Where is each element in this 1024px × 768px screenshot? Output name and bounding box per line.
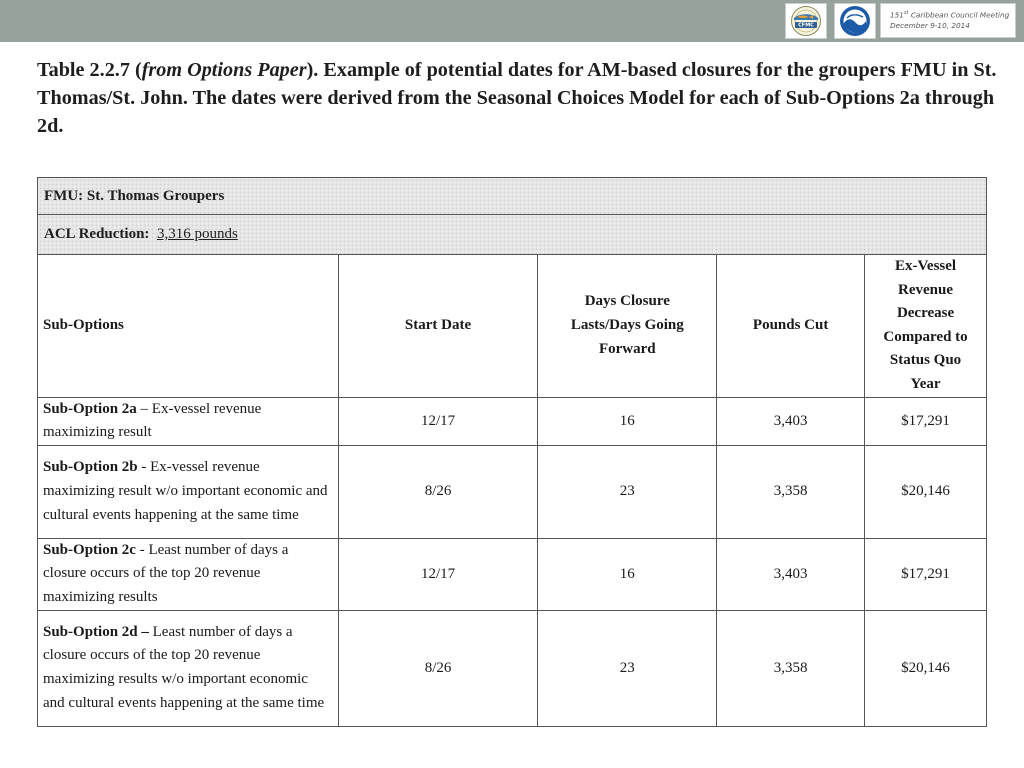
col-header-start-date: Start Date: [338, 255, 538, 398]
pounds-cell: 3,358: [717, 610, 865, 726]
revenue-header-line: Year: [910, 375, 941, 392]
noaa-logo-label: NOAA: [849, 11, 861, 16]
start-date-cell: 8/26: [338, 610, 538, 726]
days-header-line: Lasts/Days Going: [570, 316, 684, 333]
start-date-cell: 8/26: [338, 445, 538, 538]
fmu-label: FMU: St. Thomas Groupers: [44, 187, 225, 204]
revenue-cell: $20,146: [865, 445, 987, 538]
sub-option-desc: - Least number of days a closure occurs of the top 20 revenue maximizing results: [43, 541, 289, 605]
table-row: [38, 397, 987, 445]
cfmc-logo-icon: [786, 4, 826, 38]
days-header-line: Forward: [598, 340, 656, 357]
col-header-days-closure: [538, 255, 717, 398]
acl-label: ACL Reduction:: [44, 226, 150, 242]
cfmc-logo: [785, 3, 827, 39]
sub-option-cell: [38, 538, 339, 610]
fmu-row: [38, 178, 987, 215]
acl-value: 3,316 pounds: [156, 226, 238, 242]
meeting-name: Caribbean Council Meeting: [908, 10, 1010, 20]
meeting-number: 151: [890, 10, 904, 20]
pounds-cell: 3,403: [717, 538, 865, 610]
sub-option-desc: Least number of days a closure occurs of the top 20 revenue maximizing results w/o important economic and cultural events happening at the same time: [43, 623, 325, 711]
table-row: [38, 445, 987, 538]
revenue-header-line: Status Quo: [889, 352, 962, 369]
sub-option-cell: [38, 610, 339, 726]
sub-option-cell: [38, 445, 339, 538]
sub-option-cell: [38, 397, 339, 445]
acl-row: [38, 215, 987, 255]
days-cell: 23: [538, 445, 717, 538]
meeting-dates: December 9-10, 2014: [890, 21, 970, 31]
noaa-logo: [834, 3, 876, 39]
revenue-header-line: Decrease: [896, 305, 955, 322]
noaa-logo-icon: [835, 4, 875, 38]
col-header-sub-options: Sub-Options: [38, 255, 339, 398]
table-row: [38, 538, 987, 610]
table-row: [38, 610, 987, 726]
closure-dates-table: [37, 177, 987, 727]
meeting-title: [890, 8, 1015, 20]
days-cell: 23: [538, 610, 717, 726]
pounds-cell: 3,403: [717, 397, 865, 445]
days-cell: 16: [538, 397, 717, 445]
revenue-cell: $20,146: [865, 610, 987, 726]
sub-option-name: Sub-Option 2b: [43, 459, 138, 476]
start-date-cell: 12/17: [338, 538, 538, 610]
sub-option-desc: - Ex-vessel revenue maximizing result w/o important economic and cultural events happening at the same time: [43, 459, 328, 523]
title-rest: ). Example of potential dates for AM-based closures for the groupers FMU in St. Thomas/St. John. The dates were derived from the Seasonal Choices Model for each of Sub-Options 2a through 2d.: [37, 59, 997, 137]
col-header-pounds-cut: Pounds Cut: [717, 255, 865, 398]
col-header-revenue-decrease: [865, 255, 987, 398]
meeting-number-suffix: st: [903, 10, 909, 16]
revenue-cell: $17,291: [865, 538, 987, 610]
title-italic: from Options Paper: [141, 59, 307, 81]
sub-option-name: Sub-Option 2c: [43, 541, 136, 558]
revenue-cell: $17,291: [865, 397, 987, 445]
meeting-info: [880, 3, 1016, 38]
sub-option-name: Sub-Option 2a: [43, 400, 137, 417]
sub-option-name: Sub-Option 2d –: [43, 623, 149, 640]
pounds-cell: 3,358: [717, 445, 865, 538]
cfmc-logo-label: CFMC: [798, 22, 814, 29]
revenue-header-line: Compared to: [883, 328, 968, 345]
table-header-row: [38, 255, 987, 398]
revenue-header-line: Revenue: [898, 281, 954, 298]
days-header-line: Days Closure: [584, 293, 670, 310]
days-cell: 16: [538, 538, 717, 610]
revenue-header-line: Ex-Vessel: [894, 258, 957, 274]
title-lead: Table 2.2.7 (: [37, 59, 142, 81]
page-title: [37, 56, 997, 140]
sub-option-desc: – Ex-vessel revenue maximizing result: [43, 400, 262, 441]
start-date-cell: 12/17: [338, 397, 538, 445]
